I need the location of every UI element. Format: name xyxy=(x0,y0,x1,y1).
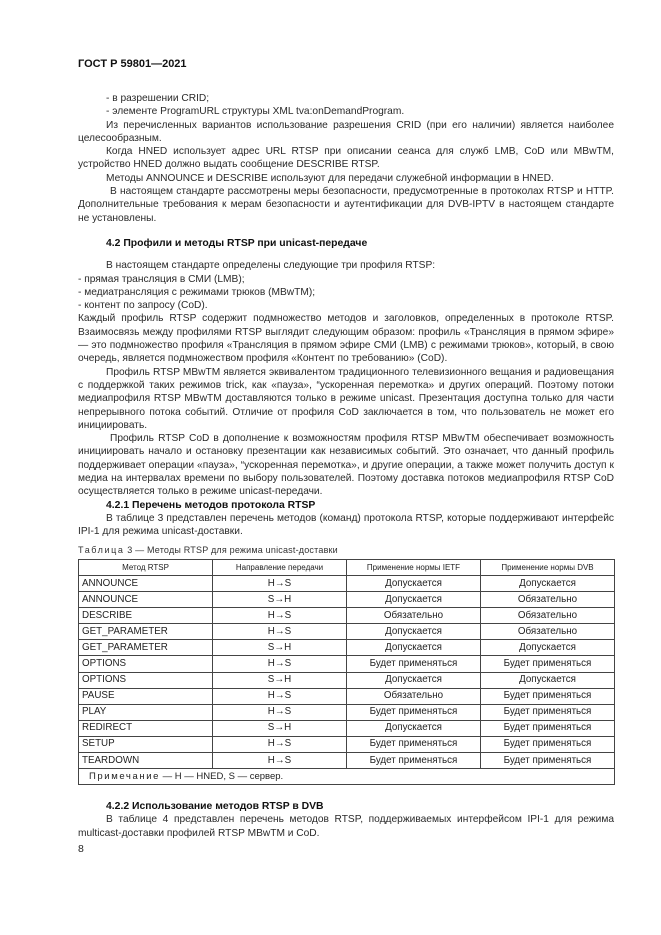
direction-cell: H→S xyxy=(213,736,347,752)
column-header: Применение нормы IETF xyxy=(347,560,481,576)
ietf-cell: Будет применяться xyxy=(347,753,481,769)
direction-cell: H→S xyxy=(213,576,347,592)
column-header: Применение нормы DVB xyxy=(481,560,615,576)
list-item: - медиатрансляция с режимами трюков (MBwTM); xyxy=(78,286,316,298)
table-header-row xyxy=(79,560,615,576)
dvb-cell: Будет применяться xyxy=(481,753,615,769)
table-row xyxy=(79,720,615,736)
table-row xyxy=(79,672,615,688)
ietf-cell: Будет применяться xyxy=(347,704,481,720)
dvb-cell: Допускается xyxy=(481,640,615,656)
column-header: Метод RTSP xyxy=(79,560,213,576)
list-item: - прямая трансляция в СМИ (LMB); xyxy=(78,273,245,285)
ietf-cell: Допускается xyxy=(347,672,481,688)
method-cell: OPTIONS xyxy=(79,672,213,688)
method-cell: PLAY xyxy=(79,704,213,720)
dvb-cell: Будет применяться xyxy=(481,656,615,672)
table-caption xyxy=(78,545,338,555)
ietf-cell: Допускается xyxy=(347,720,481,736)
rtsp-methods-table xyxy=(78,559,615,785)
direction-cell: S→H xyxy=(213,592,347,608)
note-prefix: Примечание xyxy=(89,770,160,782)
table-row xyxy=(79,608,615,624)
table-caption-prefix: Таблица xyxy=(78,545,125,555)
section-4-2 xyxy=(78,237,614,539)
direction-cell: H→S xyxy=(213,656,347,672)
table-note xyxy=(79,769,615,785)
note-text: — H — HNED, S — сервер. xyxy=(160,770,284,782)
dvb-cell: Допускается xyxy=(481,672,615,688)
method-cell: SETUP xyxy=(79,736,213,752)
table-caption-text: 3 — Методы RTSP для режима unicast-доставки xyxy=(124,545,338,555)
section-heading: 4.2 Профили и методы RTSP при unicast-передаче xyxy=(106,238,368,249)
paragraph: Профиль RTSP CoD в дополнение к возможностям профиля RTSP MBwTM обеспечивает возможность инициировать начало и остановку презентации как независимых событий. Это означает, что данный профиль поддерживает операции «пауза», “ускоренная перемотка», и другие операции, а также может получить доступ к медиа на интервалах времени по выбору пользователей. Поэтому доставка потоков медиапрофиля RTSP CoD осуществляется только в режиме unicast-передачи. xyxy=(78,433,614,498)
paragraph: Из перечисленных вариантов использование разрешения CRID (при его наличии) является наиболее целесообразным. xyxy=(78,119,614,144)
subsection-heading: 4.2.2 Использование методов RTSP в DVB xyxy=(106,801,324,812)
method-cell: REDIRECT xyxy=(79,720,213,736)
direction-cell: H→S xyxy=(213,688,347,704)
direction-cell: S→H xyxy=(213,640,347,656)
subsection-heading: 4.2.1 Перечень методов протокола RTSP xyxy=(106,499,316,511)
dvb-cell: Будет применяться xyxy=(481,688,615,704)
section-4-2-2 xyxy=(78,800,614,840)
dvb-cell: Будет применяться xyxy=(481,720,615,736)
method-cell: OPTIONS xyxy=(79,656,213,672)
paragraph: Каждый профиль RTSP содержит подмножество методов и заголовков, определенных в протоколе RTSP. Взаимосвязь между профилями RTSP выглядит следующим образом: профиль «Трансляция в прямом эфире» — это подмножество профиля «Трансляция в прямом эфире СМИ (LMB) с режимами трюков», который, в свою очередь, является подмножеством профиля «Контент по требованию» (CoD). xyxy=(78,313,614,365)
dvb-cell: Обязательно xyxy=(481,624,615,640)
standard-header: ГОСТ Р 59801—2021 xyxy=(78,58,187,70)
ietf-cell: Будет применяться xyxy=(347,656,481,672)
table-row xyxy=(79,640,615,656)
ietf-cell: Обязательно xyxy=(347,688,481,704)
page-number: 8 xyxy=(78,843,84,855)
direction-cell: H→S xyxy=(213,608,347,624)
direction-cell: S→H xyxy=(213,672,347,688)
table-row xyxy=(79,736,615,752)
table-row xyxy=(79,753,615,769)
ietf-cell: Будет применяться xyxy=(347,736,481,752)
method-cell: DESCRIBE xyxy=(79,608,213,624)
ietf-cell: Допускается xyxy=(347,576,481,592)
method-cell: GET_PARAMETER xyxy=(79,640,213,656)
list-item: - элементе ProgramURL структуры XML tva:onDemandProgram. xyxy=(106,106,405,118)
paragraph: В таблице 3 представлен перечень методов (команд) протокола RTSP, которые поддерживают интерфейс IPI-1 для режима unicast-доставки. xyxy=(78,512,614,538)
direction-cell: S→H xyxy=(213,720,347,736)
list-item: - в разрешении CRID; xyxy=(106,93,210,104)
method-cell: TEARDOWN xyxy=(79,753,213,769)
intro-text xyxy=(78,92,614,225)
dvb-cell: Будет применяться xyxy=(481,736,615,752)
paragraph: Профиль RTSP MBwTM является эквивалентом традиционного телевизионного вещания и радиовещания с поддержкой таких режимов trick, как «пауза», “ускоренная перемотка» и других операций. Поэтому потоки медиапрофиля RTSP MBwTM доставляются только в режиме unicast. Презентация доступна только для части непрерывного потока событий. Отличие от профиля CoD заключается в том, что пользователь не может его инициировать. xyxy=(78,366,614,431)
method-cell: ANNOUNCE xyxy=(79,576,213,592)
paragraph: В таблице 4 представлен перечень методов RTSP, поддерживаемых интерфейсом IPI-1 для режима multicast-доставки профилей RTSP MBwTM и CoD. xyxy=(78,814,614,839)
dvb-cell: Обязательно xyxy=(481,592,615,608)
dvb-cell: Будет применяться xyxy=(481,704,615,720)
paragraph: Когда HNED использует адрес URL RTSP при описании сеанса для служб LMB, CoD или MBwTM, устройство HNED должно выдать сообщение DESCRIBE RTSP. xyxy=(78,146,614,171)
column-header: Направление передачи xyxy=(213,560,347,576)
ietf-cell: Допускается xyxy=(347,592,481,608)
direction-cell: H→S xyxy=(213,624,347,640)
direction-cell: H→S xyxy=(213,704,347,720)
table-row xyxy=(79,704,615,720)
method-cell: GET_PARAMETER xyxy=(79,624,213,640)
dvb-cell: Допускается xyxy=(481,576,615,592)
method-cell: PAUSE xyxy=(79,688,213,704)
ietf-cell: Допускается xyxy=(347,640,481,656)
paragraph: Методы ANNOUNCE и DESCRIBE используют для передачи служебной информации в HNED. xyxy=(106,172,554,184)
table-row xyxy=(79,688,615,704)
table-row xyxy=(79,624,615,640)
paragraph: В настоящем стандарте рассмотрены меры безопасности, предусмотренные в протоколах RTSP и HTTP. Дополнительные требования к мерам безопасности и аутентификации для DVB-IPTV в настоящем стандарте не установлены. xyxy=(78,186,614,224)
method-cell: ANNOUNCE xyxy=(79,592,213,608)
dvb-cell: Обязательно xyxy=(481,608,615,624)
ietf-cell: Обязательно xyxy=(347,608,481,624)
table-note-row xyxy=(79,769,615,785)
paragraph: В настоящем стандарте определены следующие три профиля RTSP: xyxy=(106,260,436,272)
list-item: - контент по запросу (CoD). xyxy=(78,300,208,312)
table-row xyxy=(79,576,615,592)
ietf-cell: Допускается xyxy=(347,624,481,640)
table-row xyxy=(79,592,615,608)
direction-cell: H→S xyxy=(213,753,347,769)
table-row xyxy=(79,656,615,672)
